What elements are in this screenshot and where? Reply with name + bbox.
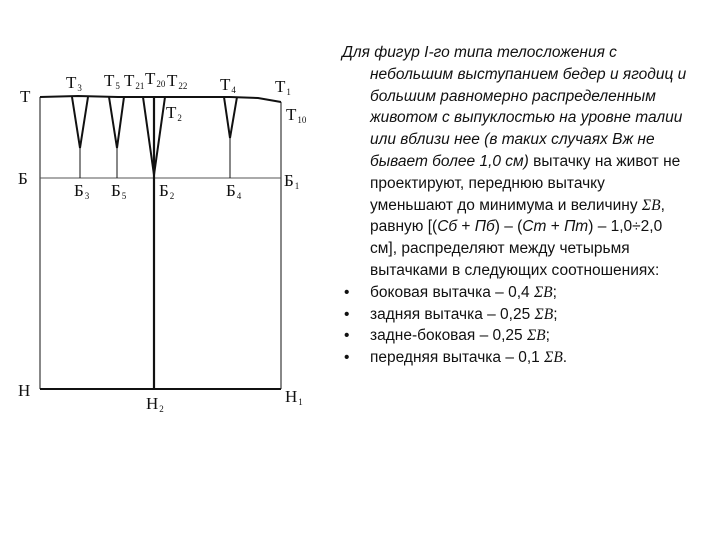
label-B: Б: [18, 169, 28, 188]
description-text: [342, 42, 692, 369]
label-T10: $Т_{10}$: [286, 105, 307, 125]
list-item: • боковая вытачка – 0,4 ΣВ;: [342, 282, 692, 304]
waist-line: [40, 96, 281, 102]
label-H1: $Н_1$: [285, 387, 303, 407]
label-B4: $Б_4$: [226, 181, 242, 201]
label-T3: $Т_3$: [66, 73, 82, 93]
skirt-pattern-diagram: [0, 0, 330, 540]
label-T: Т: [20, 87, 31, 106]
label-T1: $Т_1$: [275, 77, 291, 97]
list-item: • передняя вытачка – 0,1 ΣВ.: [342, 347, 692, 369]
label-H: Н: [18, 381, 31, 400]
label-T20: $Т_{20}$: [145, 69, 166, 89]
dart-t5: [109, 97, 124, 148]
label-H2: $Н_2$: [146, 394, 164, 414]
dart-t3: [72, 97, 88, 148]
label-B3: $Б_3$: [74, 181, 90, 201]
label-T21: $Т_{21}$: [124, 71, 145, 91]
label-T5: $Т_5$: [104, 71, 120, 91]
intro-paragraph: Для фигур I-го типа телосложения с небольшим выступанием бедер и ягодиц и большим равномерно распределенным животом с выпуклостью на уровне талии или вблизи нее (в таких случаях Вж не бывает более 1,0 см) вытачку на живот не проектируют, переднюю вытачку уменьшают до минимума и величину ΣВ, равную [(Сб + Пб) – (Ст + Пт) – 1,0÷2,0 см], распределяют между четырьмя вытачками в следующих соотношениях:: [342, 44, 687, 279]
dart-t4: [224, 97, 237, 138]
list-item: • задняя вытачка – 0,25 ΣВ;: [342, 304, 692, 326]
dart-ratio-list: [342, 282, 692, 369]
label-T4: $Т_4$: [220, 75, 236, 95]
label-B5: $Б_5$: [111, 181, 127, 201]
label-B2: $Б_2$: [159, 181, 175, 201]
list-item: • задне-боковая – 0,25 ΣВ;: [342, 325, 692, 347]
label-T2: $Т_2$: [166, 103, 182, 123]
label-T22: $Т_{22}$: [167, 71, 188, 91]
label-B1: $Б_1$: [284, 171, 300, 191]
